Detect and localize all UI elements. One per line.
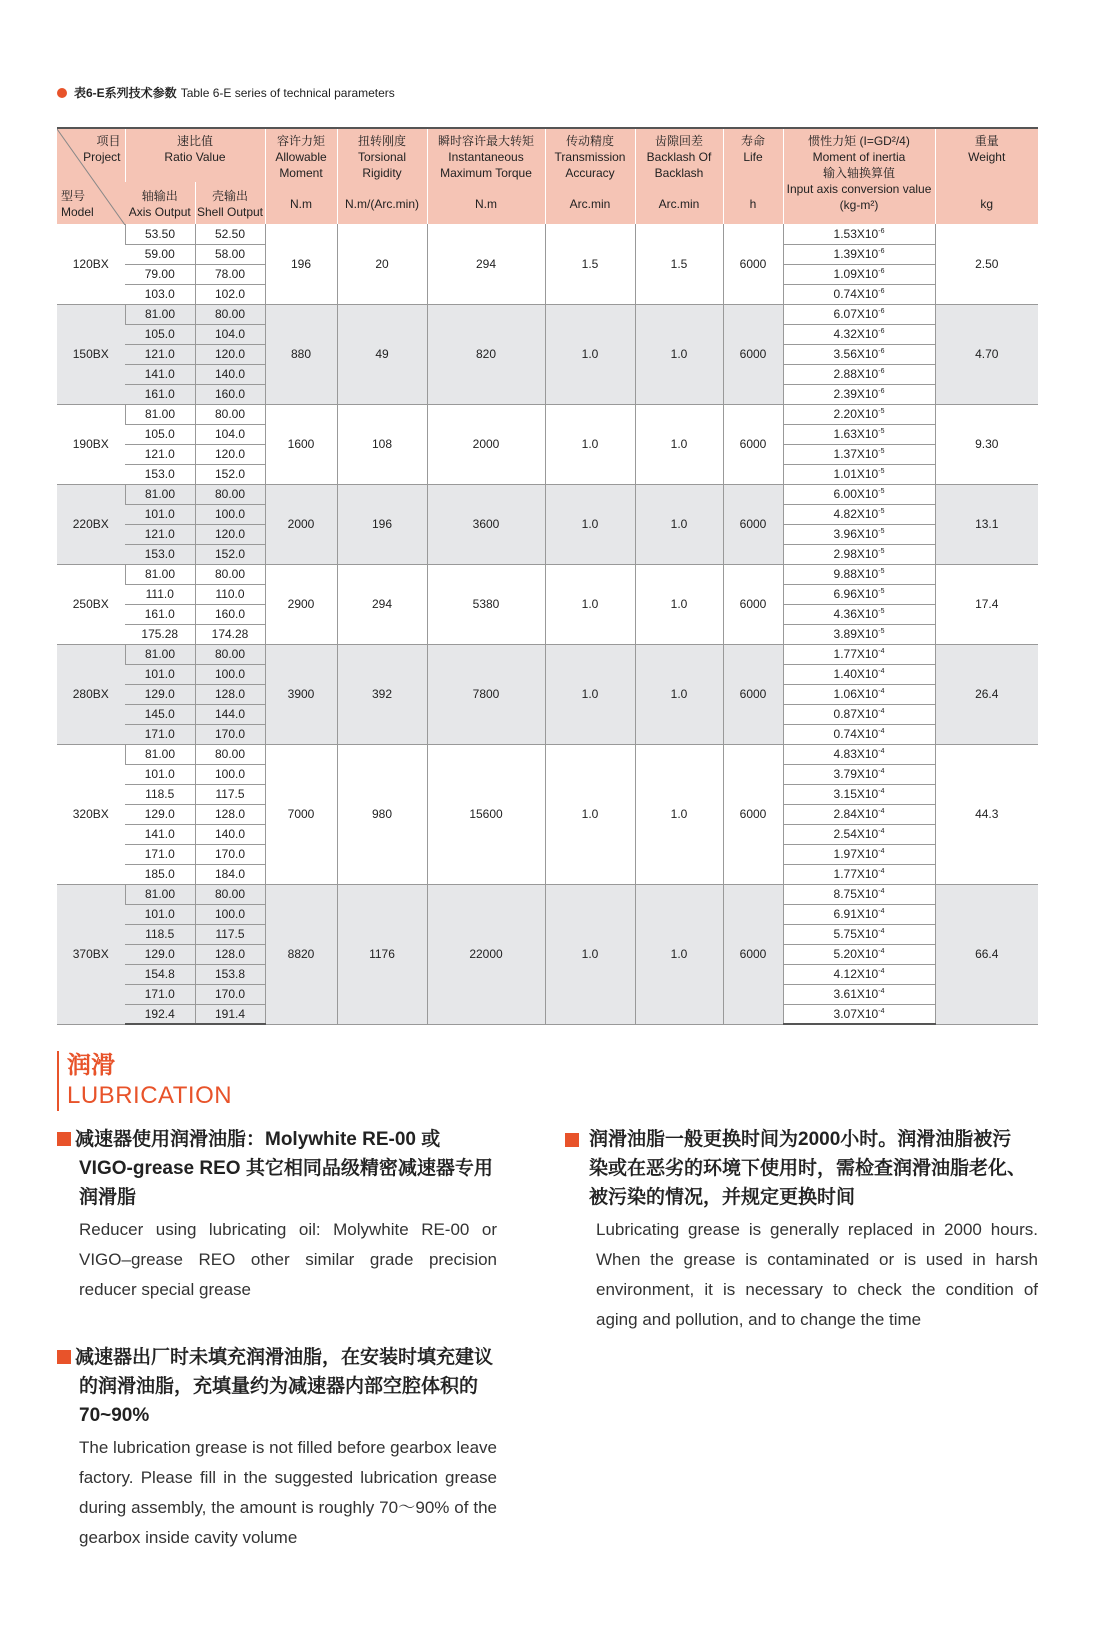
spec-table-body <box>57 224 1038 1024</box>
shell-output-cell: 110.0 <box>195 584 265 604</box>
axis-output-cell: 81.00 <box>125 744 195 764</box>
caption-cn: 表6-E系列技术参数 <box>74 86 177 100</box>
inertia-cell: $3.89X10^{-5}$ <box>783 624 935 644</box>
item-3-body: Lubricating grease is generally replaced in 2000 hours. When the grease is contaminated or is used in harsh environment, it is necessary to check the condition of aging and pollution, and to change the time <box>596 1220 1038 1329</box>
backlash-cell: 1.0 <box>635 744 723 884</box>
accuracy-cell: 1.0 <box>545 304 635 404</box>
inertia-cell: $1.40X10^{-4}$ <box>783 664 935 684</box>
model-cell: 150BX <box>57 304 125 404</box>
rigidity-cell: 49 <box>337 304 427 404</box>
axis-output-cell: 101.0 <box>125 504 195 524</box>
shell-output-cell: 120.0 <box>195 344 265 364</box>
inertia-cell: $1.63X10^{-5}$ <box>783 424 935 444</box>
inertia-cell: $6.91X10^{-4}$ <box>783 904 935 924</box>
inertia-cell: $1.53X10^{-6}$ <box>783 224 935 244</box>
rigidity-header: 扭转刚度 Torsional Rigidity N.m/(Arc.min) <box>337 128 427 224</box>
model-cell: 320BX <box>57 744 125 884</box>
life-cell: 6000 <box>723 484 783 564</box>
shell-output-header: 壳输出 Shell Output <box>195 182 265 224</box>
inertia-cell: $1.37X10^{-5}$ <box>783 444 935 464</box>
table-caption <box>57 84 395 101</box>
shell-output-cell: 52.50 <box>195 224 265 244</box>
backlash-header: 齿隙回差 Backlash Of Backlash Arc.min <box>635 128 723 224</box>
shell-output-cell: 100.0 <box>195 504 265 524</box>
shell-output-cell: 152.0 <box>195 544 265 564</box>
axis-output-cell: 118.5 <box>125 924 195 944</box>
shell-output-cell: 153.8 <box>195 964 265 984</box>
inertia-cell: $0.74X10^{-4}$ <box>783 724 935 744</box>
inertia-cell: $2.88X10^{-6}$ <box>783 364 935 384</box>
shell-output-cell: 120.0 <box>195 524 265 544</box>
model-cell: 280BX <box>57 644 125 744</box>
accuracy-cell: 1.0 <box>545 884 635 1024</box>
axis-output-cell: 175.28 <box>125 624 195 644</box>
bullet-square-icon <box>565 1133 579 1147</box>
inertia-cell: $1.77X10^{-4}$ <box>783 864 935 884</box>
rigidity-cell: 196 <box>337 484 427 564</box>
rigidity-cell: 1176 <box>337 884 427 1024</box>
shell-output-cell: 104.0 <box>195 324 265 344</box>
shell-output-cell: 100.0 <box>195 904 265 924</box>
axis-output-cell: 101.0 <box>125 904 195 924</box>
axis-output-cell: 154.8 <box>125 964 195 984</box>
axis-output-cell: 129.0 <box>125 804 195 824</box>
backlash-cell: 1.0 <box>635 484 723 564</box>
shell-output-cell: 120.0 <box>195 444 265 464</box>
lubrication-item-3 <box>565 1125 1038 1335</box>
axis-output-cell: 118.5 <box>125 784 195 804</box>
axis-output-cell: 171.0 <box>125 844 195 864</box>
inertia-cell: $4.12X10^{-4}$ <box>783 964 935 984</box>
backlash-cell: 1.0 <box>635 884 723 1024</box>
moment-cell: 1600 <box>265 404 337 484</box>
backlash-cell: 1.0 <box>635 304 723 404</box>
moment-cell: 2900 <box>265 564 337 644</box>
moment-cell: 2000 <box>265 484 337 564</box>
item-1-head: 减速器使用润滑油脂：Molywhite RE-00 或 VIGO-grease REO 其它相同品级精密减速器专用润滑脂 <box>75 1129 493 1208</box>
life-cell: 6000 <box>723 744 783 884</box>
accuracy-cell: 1.5 <box>545 224 635 304</box>
rigidity-cell: 108 <box>337 404 427 484</box>
torque-cell: 22000 <box>427 884 545 1024</box>
shell-output-cell: 160.0 <box>195 384 265 404</box>
bullet-square-icon <box>57 1132 71 1146</box>
weight-cell: 66.4 <box>935 884 1038 1024</box>
axis-output-cell: 81.00 <box>125 884 195 904</box>
shell-output-cell: 170.0 <box>195 724 265 744</box>
axis-output-cell: 121.0 <box>125 444 195 464</box>
rigidity-cell: 980 <box>337 744 427 884</box>
lubrication-item-1 <box>57 1125 497 1305</box>
shell-output-cell: 80.00 <box>195 744 265 764</box>
life-cell: 6000 <box>723 404 783 484</box>
axis-output-cell: 53.50 <box>125 224 195 244</box>
axis-output-cell: 161.0 <box>125 384 195 404</box>
torque-header: 瞬时容许最大转矩 Instantaneous Maximum Torque N.m <box>427 128 545 224</box>
axis-output-cell: 161.0 <box>125 604 195 624</box>
shell-output-cell: 152.0 <box>195 464 265 484</box>
backlash-cell: 1.0 <box>635 644 723 744</box>
model-cell: 120BX <box>57 224 125 304</box>
shell-output-cell: 102.0 <box>195 284 265 304</box>
bullet-square-icon <box>57 1350 71 1364</box>
model-cell: 220BX <box>57 484 125 564</box>
shell-output-cell: 100.0 <box>195 764 265 784</box>
item-2-head: 减速器出厂时未填充润滑油脂，在安装时填充建议的润滑油脂，充填量约为减速器内部空腔体积的70~90% <box>75 1347 494 1426</box>
axis-output-cell: 121.0 <box>125 344 195 364</box>
inertia-cell: $0.74X10^{-6}$ <box>783 284 935 304</box>
table-row <box>57 744 1038 764</box>
inertia-cell: $1.01X10^{-5}$ <box>783 464 935 484</box>
inertia-cell: $3.96X10^{-5}$ <box>783 524 935 544</box>
inertia-cell: $6.07X10^{-6}$ <box>783 304 935 324</box>
life-cell: 6000 <box>723 224 783 304</box>
torque-cell: 294 <box>427 224 545 304</box>
model-cell: 250BX <box>57 564 125 644</box>
shell-output-cell: 170.0 <box>195 844 265 864</box>
accuracy-header: 传动精度 Transmission Accuracy Arc.min <box>545 128 635 224</box>
moment-header: 容许力矩 Allowable Moment N.m <box>265 128 337 224</box>
axis-output-cell: 81.00 <box>125 644 195 664</box>
inertia-cell: $2.84X10^{-4}$ <box>783 804 935 824</box>
shell-output-cell: 184.0 <box>195 864 265 884</box>
inertia-cell: $1.06X10^{-4}$ <box>783 684 935 704</box>
weight-cell: 4.70 <box>935 304 1038 404</box>
shell-output-cell: 128.0 <box>195 684 265 704</box>
shell-output-cell: 191.4 <box>195 1004 265 1024</box>
weight-cell: 17.4 <box>935 564 1038 644</box>
axis-output-cell: 105.0 <box>125 324 195 344</box>
shell-output-cell: 100.0 <box>195 664 265 684</box>
moment-cell: 196 <box>265 224 337 304</box>
table-row <box>57 884 1038 904</box>
axis-output-cell: 141.0 <box>125 824 195 844</box>
axis-output-cell: 101.0 <box>125 664 195 684</box>
shell-output-cell: 174.28 <box>195 624 265 644</box>
rigidity-cell: 294 <box>337 564 427 644</box>
axis-output-cell: 129.0 <box>125 944 195 964</box>
shell-output-cell: 80.00 <box>195 484 265 504</box>
inertia-cell: $8.75X10^{-4}$ <box>783 884 935 904</box>
axis-output-cell: 81.00 <box>125 484 195 504</box>
axis-output-cell: 171.0 <box>125 724 195 744</box>
shell-output-cell: 80.00 <box>195 884 265 904</box>
table-row <box>57 644 1038 664</box>
axis-output-cell: 129.0 <box>125 684 195 704</box>
lubrication-item-2 <box>57 1343 497 1553</box>
table-row <box>57 224 1038 244</box>
inertia-cell: $3.07X10^{-4}$ <box>783 1004 935 1024</box>
shell-output-cell: 80.00 <box>195 404 265 424</box>
shell-output-cell: 160.0 <box>195 604 265 624</box>
inertia-cell: $3.15X10^{-4}$ <box>783 784 935 804</box>
inertia-cell: $5.20X10^{-4}$ <box>783 944 935 964</box>
axis-output-cell: 103.0 <box>125 284 195 304</box>
inertia-cell: $2.98X10^{-5}$ <box>783 544 935 564</box>
axis-output-cell: 192.4 <box>125 1004 195 1024</box>
axis-output-cell: 153.0 <box>125 544 195 564</box>
accuracy-cell: 1.0 <box>545 744 635 884</box>
shell-output-cell: 78.00 <box>195 264 265 284</box>
item-1-body: Reducer using lubricating oil: Molywhite RE-00 or VIGO–grease REO other similar grade precision reducer special grease <box>79 1220 497 1299</box>
accuracy-cell: 1.0 <box>545 404 635 484</box>
weight-cell: 13.1 <box>935 484 1038 564</box>
axis-output-cell: 153.0 <box>125 464 195 484</box>
item-2-body: The lubrication grease is not filled before gearbox leave factory. Please fill in the suggested lubrication grease during assembly, the amount is roughly 70～90% of the gearbox inside cavity volume <box>79 1438 497 1547</box>
item-3-head: 润滑油脂一般更换时间为2000小时。润滑油脂被污染或在恶劣的环境下使用时，需检查润滑油脂老化、被污染的情况，并规定更换时间 <box>589 1129 1027 1208</box>
table-row <box>57 404 1038 424</box>
bullet-dot-icon <box>57 88 67 98</box>
axis-output-cell: 59.00 <box>125 244 195 264</box>
caption-en: Table 6-E series of technical parameters <box>180 85 395 100</box>
torque-cell: 2000 <box>427 404 545 484</box>
model-cell: 190BX <box>57 404 125 484</box>
axis-output-cell: 81.00 <box>125 564 195 584</box>
moment-cell: 880 <box>265 304 337 404</box>
rigidity-cell: 392 <box>337 644 427 744</box>
torque-cell: 3600 <box>427 484 545 564</box>
axis-output-cell: 81.00 <box>125 304 195 324</box>
moment-cell: 3900 <box>265 644 337 744</box>
table-row <box>57 304 1038 324</box>
moment-cell: 8820 <box>265 884 337 1024</box>
shell-output-cell: 80.00 <box>195 564 265 584</box>
axis-output-cell: 81.00 <box>125 404 195 424</box>
shell-output-cell: 58.00 <box>195 244 265 264</box>
axis-output-cell: 111.0 <box>125 584 195 604</box>
inertia-cell: $1.97X10^{-4}$ <box>783 844 935 864</box>
axis-output-cell: 171.0 <box>125 984 195 1004</box>
backlash-cell: 1.5 <box>635 224 723 304</box>
axis-output-cell: 79.00 <box>125 264 195 284</box>
backlash-cell: 1.0 <box>635 564 723 644</box>
weight-cell: 26.4 <box>935 644 1038 744</box>
inertia-cell: $4.36X10^{-5}$ <box>783 604 935 624</box>
inertia-cell: $3.61X10^{-4}$ <box>783 984 935 1004</box>
shell-output-cell: 128.0 <box>195 944 265 964</box>
inertia-cell: $1.09X10^{-6}$ <box>783 264 935 284</box>
inertia-cell: $4.32X10^{-6}$ <box>783 324 935 344</box>
lubrication-section-title <box>57 1051 232 1111</box>
weight-cell: 44.3 <box>935 744 1038 884</box>
axis-output-cell: 105.0 <box>125 424 195 444</box>
inertia-cell: $5.75X10^{-4}$ <box>783 924 935 944</box>
inertia-cell: $9.88X10^{-5}$ <box>783 564 935 584</box>
shell-output-cell: 117.5 <box>195 784 265 804</box>
shell-output-cell: 80.00 <box>195 644 265 664</box>
inertia-cell: $1.77X10^{-4}$ <box>783 644 935 664</box>
axis-output-cell: 185.0 <box>125 864 195 884</box>
axis-output-cell: 145.0 <box>125 704 195 724</box>
axis-output-header: 轴输出 Axis Output <box>125 182 195 224</box>
inertia-cell: $0.87X10^{-4}$ <box>783 704 935 724</box>
lubrication-title-en: LUBRICATION <box>67 1082 233 1109</box>
weight-cell: 9.30 <box>935 404 1038 484</box>
axis-output-cell: 101.0 <box>125 764 195 784</box>
torque-cell: 7800 <box>427 644 545 744</box>
inertia-cell: $3.56X10^{-6}$ <box>783 344 935 364</box>
table-row <box>57 564 1038 584</box>
life-cell: 6000 <box>723 884 783 1024</box>
shell-output-cell: 104.0 <box>195 424 265 444</box>
life-header: 寿命 Life h <box>723 128 783 224</box>
inertia-cell: $3.79X10^{-4}$ <box>783 764 935 784</box>
accuracy-cell: 1.0 <box>545 564 635 644</box>
weight-header: 重量 Weight kg <box>935 128 1038 224</box>
spec-table <box>57 127 1038 1025</box>
table-row <box>57 484 1038 504</box>
torque-cell: 15600 <box>427 744 545 884</box>
backlash-cell: 1.0 <box>635 404 723 484</box>
inertia-cell: $6.96X10^{-5}$ <box>783 584 935 604</box>
shell-output-cell: 128.0 <box>195 804 265 824</box>
inertia-cell: $6.00X10^{-5}$ <box>783 484 935 504</box>
axis-output-cell: 141.0 <box>125 364 195 384</box>
shell-output-cell: 140.0 <box>195 364 265 384</box>
axis-output-cell: 121.0 <box>125 524 195 544</box>
shell-output-cell: 80.00 <box>195 304 265 324</box>
shell-output-cell: 140.0 <box>195 824 265 844</box>
moment-cell: 7000 <box>265 744 337 884</box>
inertia-cell: $4.83X10^{-4}$ <box>783 744 935 764</box>
torque-cell: 5380 <box>427 564 545 644</box>
model-cell: 370BX <box>57 884 125 1024</box>
torque-cell: 820 <box>427 304 545 404</box>
life-cell: 6000 <box>723 644 783 744</box>
accuracy-cell: 1.0 <box>545 484 635 564</box>
inertia-cell: $4.82X10^{-5}$ <box>783 504 935 524</box>
inertia-cell: $1.39X10^{-6}$ <box>783 244 935 264</box>
shell-output-cell: 170.0 <box>195 984 265 1004</box>
inertia-header: 惯性力矩 (I=GD²/4) Moment of inertia 输入轴换算值 Input axis conversion value (kg-m²) <box>783 128 935 224</box>
weight-cell: 2.50 <box>935 224 1038 304</box>
accuracy-cell: 1.0 <box>545 644 635 744</box>
inertia-cell: $2.54X10^{-4}$ <box>783 824 935 844</box>
inertia-cell: $2.20X10^{-5}$ <box>783 404 935 424</box>
shell-output-cell: 117.5 <box>195 924 265 944</box>
shell-output-cell: 144.0 <box>195 704 265 724</box>
project-model-header: 项目 Project 型号 Model <box>57 128 125 224</box>
life-cell: 6000 <box>723 304 783 404</box>
lubrication-title-cn: 润滑 <box>67 1052 115 1079</box>
rigidity-cell: 20 <box>337 224 427 304</box>
ratio-header: 速比值 Ratio Value <box>125 128 265 182</box>
life-cell: 6000 <box>723 564 783 644</box>
inertia-cell: $2.39X10^{-6}$ <box>783 384 935 404</box>
